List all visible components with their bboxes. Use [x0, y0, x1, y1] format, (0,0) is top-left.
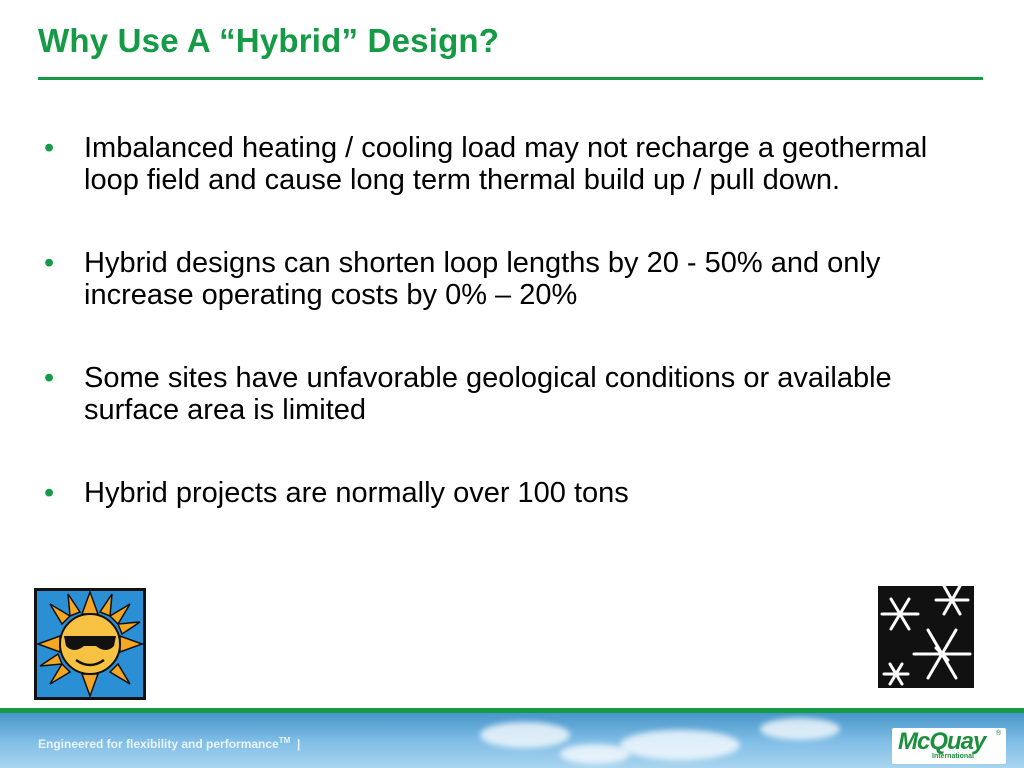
bullet-text: Hybrid projects are normally over 100 tons: [84, 477, 629, 509]
footer-separator: |: [296, 737, 301, 751]
bullet-marker: •: [44, 247, 55, 279]
title-divider: [38, 77, 983, 80]
sun-with-sunglasses-icon: [34, 588, 146, 700]
slide-title: Why Use A “Hybrid” Design?: [38, 22, 500, 59]
bullet-item: [44, 132, 944, 196]
bullet-marker: •: [44, 362, 55, 394]
footer-divider: [0, 708, 1024, 713]
bullet-marker: •: [44, 477, 55, 509]
cloud: [560, 744, 630, 764]
bullet-text: Some sites have unfavorable geological conditions or available surface area is limited: [84, 362, 892, 426]
bullet-item: [44, 362, 944, 426]
cloud: [760, 718, 840, 740]
bullet-item: [44, 247, 944, 311]
snowflakes-icon: [870, 578, 982, 696]
bullet-marker: •: [44, 132, 55, 164]
bullet-list: [44, 132, 944, 560]
footer-banner: [0, 708, 1024, 768]
registered-mark: ®: [996, 730, 1002, 737]
bullet-text: Imbalanced heating / cooling load may not recharge a geothermal loop field and cause long term thermal build up / pull down.: [84, 132, 928, 196]
logo-subtitle: International: [932, 753, 975, 760]
mcquay-logo: [892, 728, 1006, 764]
cloud: [620, 730, 740, 760]
footer-tagline: [38, 736, 300, 751]
cloud: [480, 722, 570, 748]
tagline-text: Engineered for flexibility and performance: [38, 737, 279, 751]
bullet-text: Hybrid designs can shorten loop lengths by 20 - 50% and only increase operating costs by 0% – 20%: [84, 247, 881, 311]
trademark-mark: TM: [278, 736, 291, 745]
logo-wordmark: McQuay: [898, 728, 986, 755]
bullet-item: [44, 477, 944, 509]
